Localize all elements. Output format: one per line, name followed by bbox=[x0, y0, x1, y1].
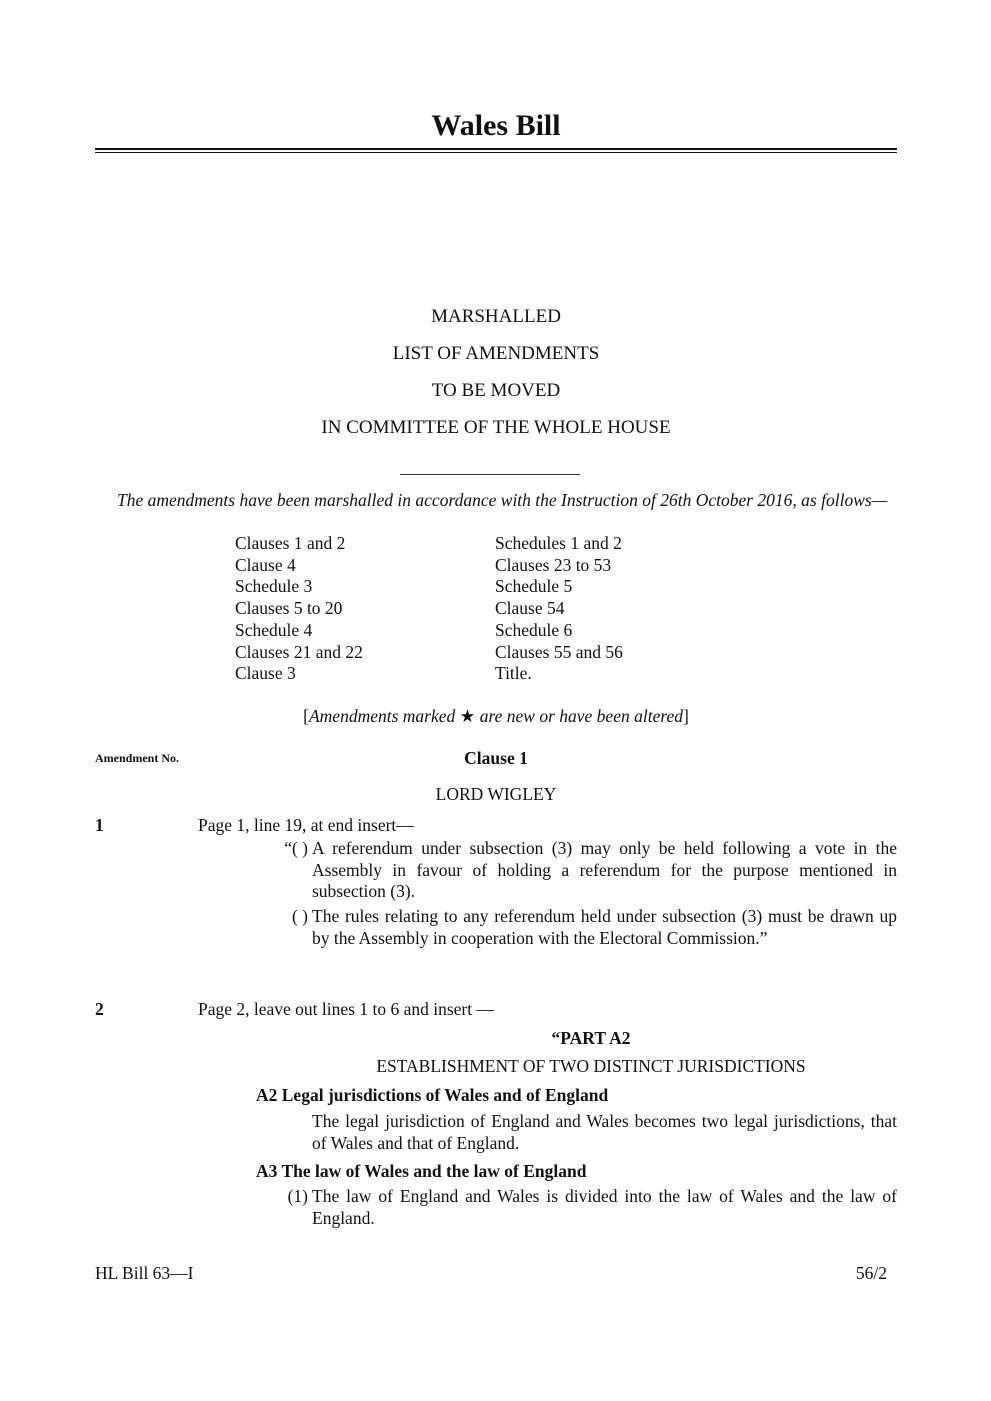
amendment-instruction: Page 1, line 19, at end insert— bbox=[198, 815, 414, 835]
amendment-number: 1 bbox=[95, 815, 104, 835]
order-item: Schedule 3 bbox=[235, 576, 313, 597]
footer-page-ref: 56/2 bbox=[855, 1263, 887, 1283]
order-item: Title. bbox=[495, 663, 532, 684]
intro-text: The amendments have been marshalled in accordance with the Instruction of 26th October 2016, as follows— bbox=[117, 490, 888, 510]
para-mark: (1) bbox=[287, 1186, 308, 1206]
amendment-paragraph: The rules relating to any referendum held under subsection (3) must be drawn up by the Assembly in cooperation with the Electoral Commission.” bbox=[312, 906, 897, 948]
title-rule bbox=[95, 148, 897, 150]
amendment-paragraph: A referendum under subsection (3) may only be held following a vote in the Assembly in favour of holding a referendum for the purpose mentioned in subsection (3). bbox=[312, 838, 897, 902]
order-item: Clauses 21 and 22 bbox=[235, 641, 363, 662]
amendment-no-label: Amendment No. bbox=[95, 751, 179, 765]
altered-note bbox=[95, 706, 897, 728]
heading-line: LIST OF AMENDMENTS bbox=[392, 343, 600, 364]
para-mark: “( ) bbox=[284, 838, 308, 858]
order-item: Clause 54 bbox=[495, 598, 565, 619]
footer-bill-number: HL Bill 63—I bbox=[95, 1263, 194, 1283]
star-icon: ★ bbox=[459, 706, 476, 726]
divider bbox=[400, 474, 580, 475]
order-item: Clause 4 bbox=[235, 554, 296, 575]
heading-line: MARSHALLED bbox=[431, 306, 561, 327]
section-text: The law of England and Wales is divided into the law of Wales and the law of England. bbox=[312, 1186, 897, 1228]
bracket: [ bbox=[303, 706, 309, 726]
order-item: Schedule 4 bbox=[235, 619, 313, 640]
part-title: ESTABLISHMENT OF TWO DISTINCT JURISDICTIONS bbox=[376, 1056, 806, 1076]
section-heading: A3 The law of Wales and the law of England bbox=[256, 1161, 587, 1181]
member-name: LORD WIGLEY bbox=[435, 784, 557, 804]
section-text: The legal jurisdiction of England and Wales becomes two legal jurisdictions, that of Wales and that of England. bbox=[312, 1111, 897, 1153]
order-item: Schedules 1 and 2 bbox=[495, 533, 622, 553]
order-item: Clause 3 bbox=[235, 663, 296, 684]
section-heading: A2 Legal jurisdictions of Wales and of England bbox=[256, 1085, 609, 1105]
order-left-column bbox=[235, 533, 363, 685]
order-item: Clauses 1 and 2 bbox=[235, 533, 346, 553]
heading-line: TO BE MOVED bbox=[431, 380, 561, 401]
order-item: Clauses 23 to 53 bbox=[495, 554, 612, 575]
title-rule-thin bbox=[95, 152, 897, 153]
amendment-number: 2 bbox=[95, 999, 104, 1019]
order-right-column bbox=[495, 533, 623, 685]
order-item: Schedule 6 bbox=[495, 619, 573, 640]
clause-heading: Clause 1 bbox=[464, 748, 528, 768]
amendment-instruction: Page 2, leave out lines 1 to 6 and insert — bbox=[198, 999, 494, 1019]
note-text: Amendments marked bbox=[308, 706, 460, 726]
bill-title: Wales Bill bbox=[431, 109, 561, 142]
para-mark: ( ) bbox=[291, 906, 308, 926]
order-item: Schedule 5 bbox=[495, 576, 573, 597]
heading-line: IN COMMITTEE OF THE WHOLE HOUSE bbox=[321, 417, 671, 438]
part-heading: “PART A2 bbox=[551, 1028, 631, 1048]
bracket: ] bbox=[683, 706, 689, 726]
order-item: Clauses 55 and 56 bbox=[495, 641, 623, 662]
order-item: Clauses 5 to 20 bbox=[235, 598, 343, 619]
note-text: are new or have been altered bbox=[475, 706, 684, 726]
